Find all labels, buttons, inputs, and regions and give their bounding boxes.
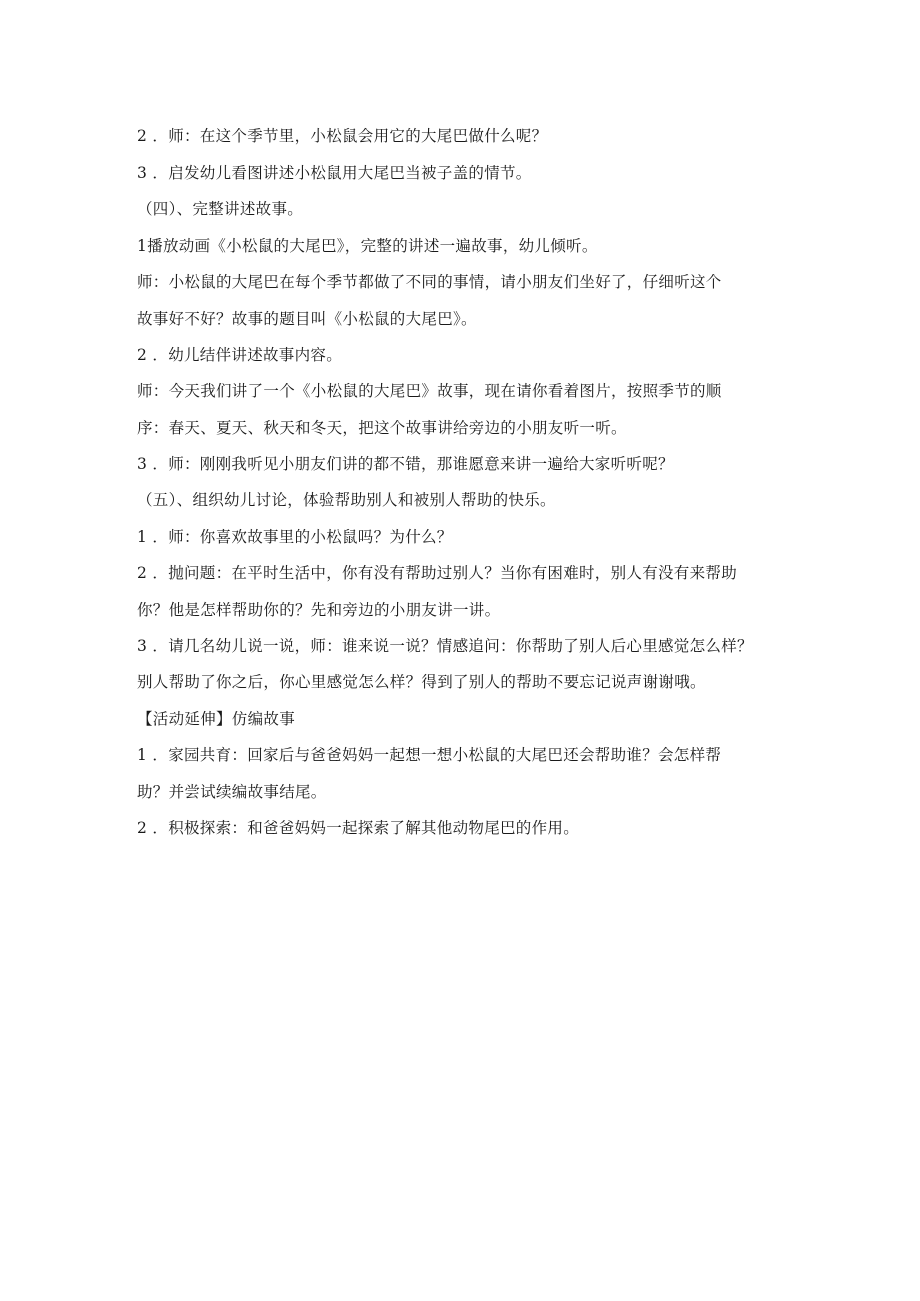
- text-line: 3 ．启发幼儿看图讲述小松鼠用大尾巴当被子盖的情节。: [137, 164, 532, 182]
- text-line: 故事好不好？故事的题目叫《小松鼠的大尾巴》。: [137, 310, 477, 328]
- section-heading: 【活动延伸】仿编故事: [137, 710, 296, 728]
- text-line: 1 ．家园共育：回家后与爸爸妈妈一起想一想小松鼠的大尾巴还会帮助谁？会怎样帮: [137, 746, 722, 764]
- section-heading: （四）、完整讲述故事。: [137, 200, 304, 218]
- text-line: 2 ．抛问题：在平时生活中，你有没有帮助过别人？当你有困难时，别人有没有来帮助: [137, 564, 737, 582]
- text-line: 2 ．积极探索：和爸爸妈妈一起探索了解其他动物尾巴的作用。: [137, 819, 579, 837]
- text-line: 1播放动画《小松鼠的大尾巴》，完整的讲述一遍故事，幼儿倾听。: [137, 237, 598, 255]
- text-line: 助？并尝试续编故事结尾。: [137, 783, 327, 801]
- text-line: 1 ．师：你喜欢故事里的小松鼠吗？为什么？: [137, 528, 453, 546]
- text-line: 师：今天我们讲了一个《小松鼠的大尾巴》故事，现在请你看着图片，按照季节的顺: [137, 382, 722, 400]
- text-line: 别人帮助了你之后，你心里感觉怎么样？得到了别人的帮助不要忘记说声谢谢哦。: [137, 673, 706, 691]
- text-line: 你？他是怎样帮助你的？先和旁边的小朋友讲一讲。: [137, 601, 501, 619]
- text-line: 序：春天、夏天、秋天和冬天，把这个故事讲给旁边的小朋友听一听。: [137, 419, 627, 437]
- text-line: 师：小松鼠的大尾巴在每个季节都做了不同的事情，请小朋友们坐好了，仔细听这个: [137, 273, 722, 291]
- text-line: 2 ．师：在这个季节里，小松鼠会用它的大尾巴做什么呢？: [137, 127, 548, 145]
- text-line: 2 ．幼儿结伴讲述故事内容。: [137, 346, 342, 364]
- section-heading: （五）、组织幼儿讨论，体验帮助别人和被别人帮助的快乐。: [137, 491, 556, 509]
- text-line: 3 ．师：刚刚我听见小朋友们讲的都不错，那谁愿意来讲一遍给大家听听呢？: [137, 455, 674, 473]
- text-line: 3 ．请几名幼儿说一说，师：谁来说一说？情感追问：你帮助了别人后心里感觉怎么样？: [137, 637, 753, 655]
